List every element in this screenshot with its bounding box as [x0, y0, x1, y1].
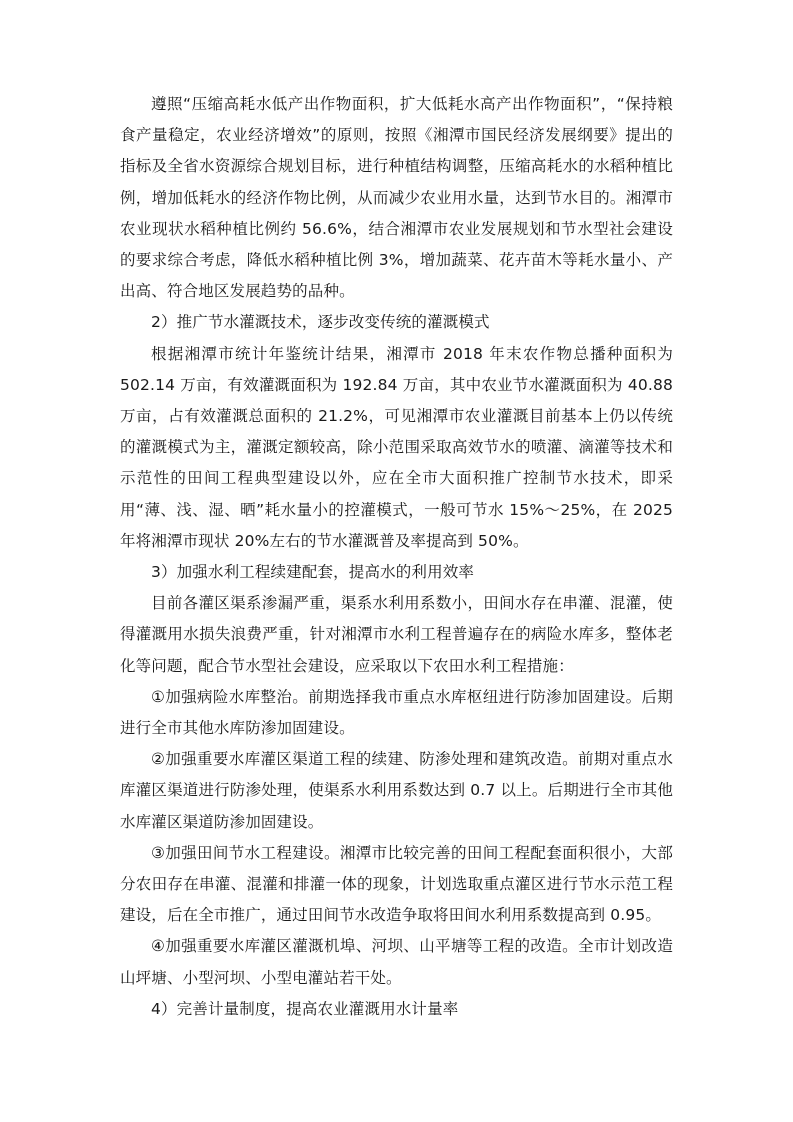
- paragraph-canal-leakage: 目前各灌区渠系渗漏严重，渠系水利用系数小，田间水存在串灌、混灌，使得灌溉用水损失浪费严重，针对湘潭市水利工程普遍存在的病险水库多，整体老化等问题，配合节水型社会建设，应采取以下农田水利工程措施：: [120, 594, 673, 675]
- heading-water-saving-irrigation: 2）推广节水灌溉技术，逐步改变传统的灌溉模式: [151, 313, 490, 332]
- paragraph-measure-2: ②加强重要水库灌区渠道工程的续建、防渗处理和建筑改造。前期对重点水库灌区渠道进行防渗处理，使渠系水利用系数达到 0.7 以上。后期进行全市其他水库灌区渠道防渗加固建设。: [120, 750, 673, 831]
- paragraph-crop-structure: 遵照“压缩高耗水低产出作物面积，扩大低耗水高产出作物面积”，“保持粮食产量稳定，农业经济增效”的原则，按照《湘潭市国民经济发展纲要》提出的指标及全省水资源综合规划目标，进行种植结构调整，压缩高耗水的水稻种植比例，增加低耗水的经济作物比例，从而减少农业用水量，达到节水目的。湘潭市农业现状水稻种植比例约 56.6%，结合湘潭市农业发展规划和节水型社会建设的要求综合考虑，降低水稻种植比例 3%，增加蔬菜、花卉苗木等耗水量小、产出高、符合地区发展趋势的品种。: [120, 95, 673, 301]
- paragraph-measure-1: ①加强病险水库整治。前期选择我市重点水库枢纽进行防渗加固建设。后期进行全市其他水库防渗加固建设。: [120, 687, 673, 738]
- paragraph-irrigation-statistics: 根据湘潭市统计年鉴统计结果，湘潭市 2018 年末农作物总播种面积为 502.14 万亩，有效灌溉面积为 192.84 万亩，其中农业节水灌溉面积为 40.88 万亩，占有效灌溉总面积的 21.2%，可见湘潭市农业灌溉目前基本上仍以传统的灌溉模式为主，灌溉定额较高，除小范围采取高效节水的喷灌、滴灌等技术和示范性的田间工程典型建设以外，应在全市大面积推广控制节水技术，即采用“薄、浅、湿、晒”耗水量小的控灌模式，一般可节水 15%～25%，在 2025 年将湘潭市现状 20%左右的节水灌溉普及率提高到 50%。: [120, 344, 673, 550]
- paragraph-measure-3: ③加强田间节水工程建设。湘潭市比较完善的田间工程配套面积很小，大部分农田存在串灌、混灌和排灌一体的现象，计划选取重点灌区进行节水示范工程建设，后在全市推广，通过田间节水改造争取将田间水利用系数提高到 0.95。: [120, 843, 673, 925]
- paragraph-measure-4: ④加强重要水库灌区灌溉机埠、河坝、山平塘等工程的改造。全市计划改造山坪塘、小型河坝、小型电灌站若干处。: [120, 937, 673, 987]
- heading-water-conservancy: 3）加强水利工程续建配套，提高水的利用效率: [151, 563, 475, 582]
- heading-metering-system: 4）完善计量制度，提高农业灌溉用水计量率: [151, 999, 459, 1018]
